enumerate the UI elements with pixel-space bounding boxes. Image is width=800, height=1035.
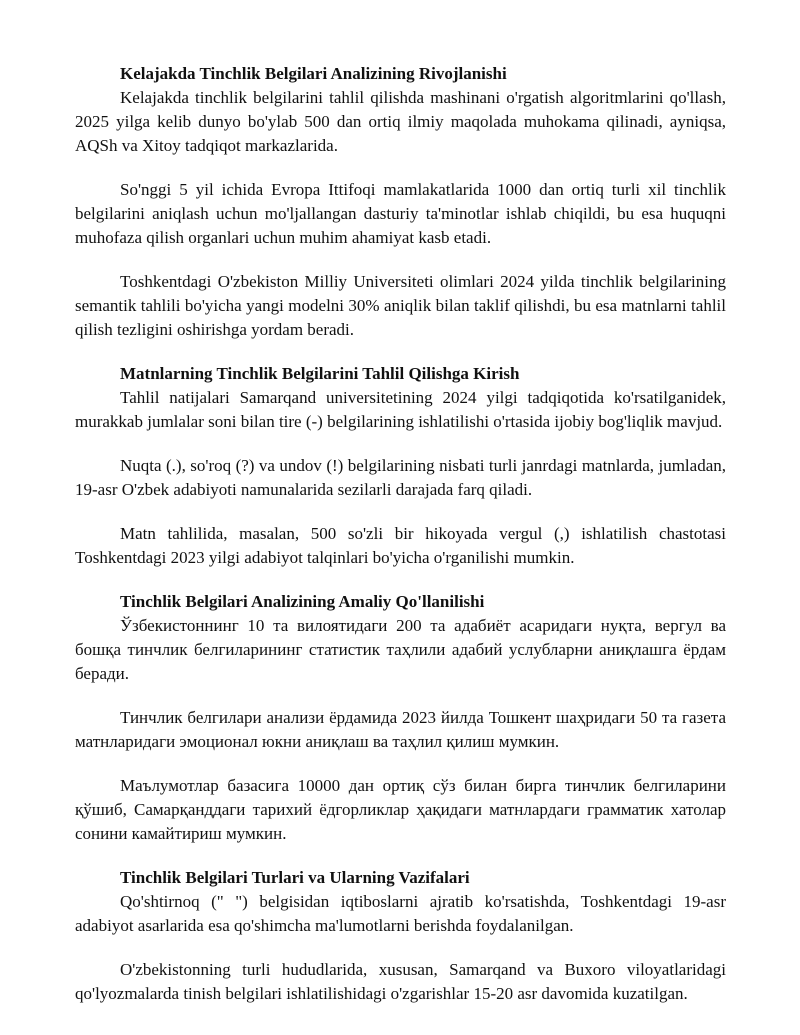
section-heading: Tinchlik Belgilari Turlari va Ularning Vazifalari — [120, 868, 470, 887]
paragraph: Tahlil natijalari Samarqand universitetining 2024 yilgi tadqiqotida ko'rsatilganidek, murakkab jumlalar soni bilan tire (-) belgilarining ishlatilishi o'rtasida ijobiy bog'liqlik mavjud. — [75, 388, 726, 431]
paragraph: Nuqta (.), so'roq (?) va undov (!) belgilarining nisbati turli janrdagi matnlarda, jumladan, 19-asr O'zbek adabiyoti namunalarida sezilarli darajada farq qiladi. — [75, 456, 726, 499]
paragraph: Matn tahlilida, masalan, 500 so'zli bir hikoyada vergul (,) ishlatilish chastotasi Toshkentdagi 2023 yilgi adabiyot talqinlari bo'yicha o'rganilishi mumkin. — [75, 524, 726, 567]
section-heading: Kelajakda Tinchlik Belgilari Analizining Rivojlanishi — [120, 64, 507, 83]
document-page — [75, 62, 726, 1026]
paragraph: O'zbekistonning turli hududlarida, xususan, Samarqand va Buxoro viloyatlaridagi qo'lyozmalarda tinish belgilari ishlatilishidagi o'zgarishlar 15-20 asr davomida kuzatilgan. — [75, 960, 726, 1003]
section-heading: Matnlarning Tinchlik Belgilarini Tahlil Qilishga Kirish — [120, 364, 520, 383]
paragraph: Тинчлик белгилари анализи ёрдамида 2023 йилда Тошкент шаҳридаги 50 та газета матнларидаги эмоционал юкни аниқлаш ва таҳлил қилиш мумкин. — [75, 708, 726, 751]
section-future-analysis — [75, 62, 726, 342]
paragraph: So'nggi 5 yil ichida Evropa Ittifoqi mamlakatlarida 1000 dan ortiq turli xil tinchlik belgilarini aniqlash uchun mo'ljallangan dasturiy ta'minotlar ishlab chiqildi, bu esa huquqni muhofaza qilish organlari uchun muhim ahamiyat kasb etadi. — [75, 180, 726, 247]
section-practical-application — [75, 590, 726, 846]
paragraph: Ўзбекистоннинг 10 та вилоятидаги 200 та адабиёт асаридаги нуқта, вергул ва бошқа тинчлик белгиларининг статистик таҳлили адабий услубларни аниқлашга ёрдам беради. — [75, 616, 726, 683]
section-introduction — [75, 362, 726, 570]
paragraph: Qo'shtirnoq (" ") belgisidan iqtiboslarni ajratib ko'rsatishda, Toshkentdagi 19-asr adabiyot asarlarida esa qo'shimcha ma'lumotlarni berishda foydalanilgan. — [75, 892, 726, 935]
paragraph: Kelajakda tinchlik belgilarini tahlil qilishda mashinani o'rgatish algoritmlarini qo'llash, 2025 yilga kelib dunyo bo'ylab 500 dan ortiq ilmiy maqolada muhokama qilinadi, ayniqsa, AQSh va Xitoy tadqiqot markazlarida. — [75, 88, 726, 155]
paragraph: Toshkentdagi O'zbekiston Milliy Universiteti olimlari 2024 yilda tinchlik belgilarining semantik tahlili bo'yicha yangi modelni 30% aniqlik bilan taklif qilishdi, bu esa matnlarni tahlil qilish tezligini oshirishga yordam beradi. — [75, 272, 726, 339]
section-heading: Tinchlik Belgilari Analizining Amaliy Qo'llanilishi — [120, 592, 485, 611]
paragraph: Маълумотлар базасига 10000 дан ортиқ сўз билан бирга тинчлик белгиларини қўшиб, Самарқанддаги тарихий ёдгорликлар ҳақидаги матнлардаги грамматик хатолар сонини камайтириш мумкин. — [75, 776, 726, 843]
section-types-and-functions — [75, 866, 726, 1006]
